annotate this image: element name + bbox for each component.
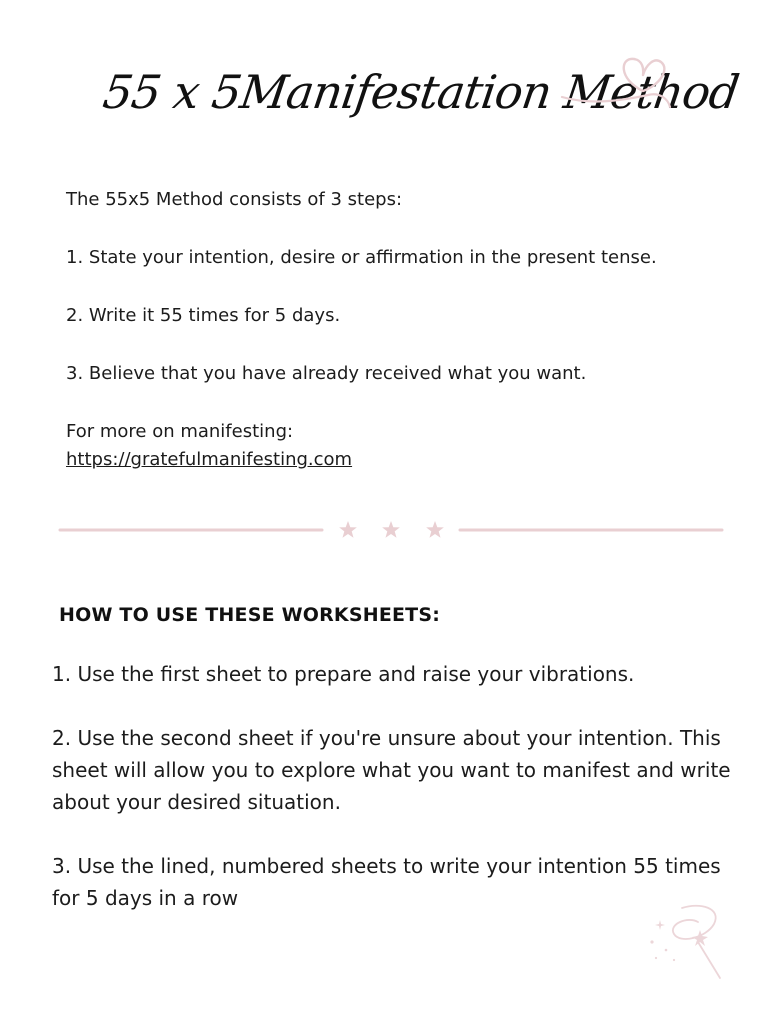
star-icon [426,521,444,538]
intro-lead: The 55x5 Method consists of 3 steps: [66,189,403,210]
intro-step-1: 1. State your intention, desire or affirmation in the present tense. [66,247,657,268]
star-icon [382,521,400,538]
heart-flourish-icon [560,45,680,120]
intro-step-3: 3. Believe that you have already received what you want. [66,363,587,384]
star-icon [339,521,357,538]
more-label: For more on manifesting: [66,421,294,442]
worksheets-heading: HOW TO USE THESE WORKSHEETS: [59,604,441,626]
worksheet-step-2: 2. Use the second sheet if you're unsure about your intention. This sheet will allow you to explore what you want to manifest and write about your desired situation. [52,726,731,814]
three-stars-divider [58,515,724,545]
intro-step-2: 2. Write it 55 times for 5 days. [66,305,341,326]
website-link[interactable]: https://gratefulmanifesting.com [66,449,353,470]
intro-section [66,186,726,474]
magic-wand-icon [640,900,730,985]
worksheet-steps [52,658,732,914]
page-title: 55 x 5Manifestation Method [99,65,742,119]
worksheet-step-1: 1. Use the first sheet to prepare and raise your vibrations. [52,662,635,686]
worksheet-step-3: 3. Use the lined, numbered sheets to write your intention 55 times for 5 days in a row [52,854,721,910]
